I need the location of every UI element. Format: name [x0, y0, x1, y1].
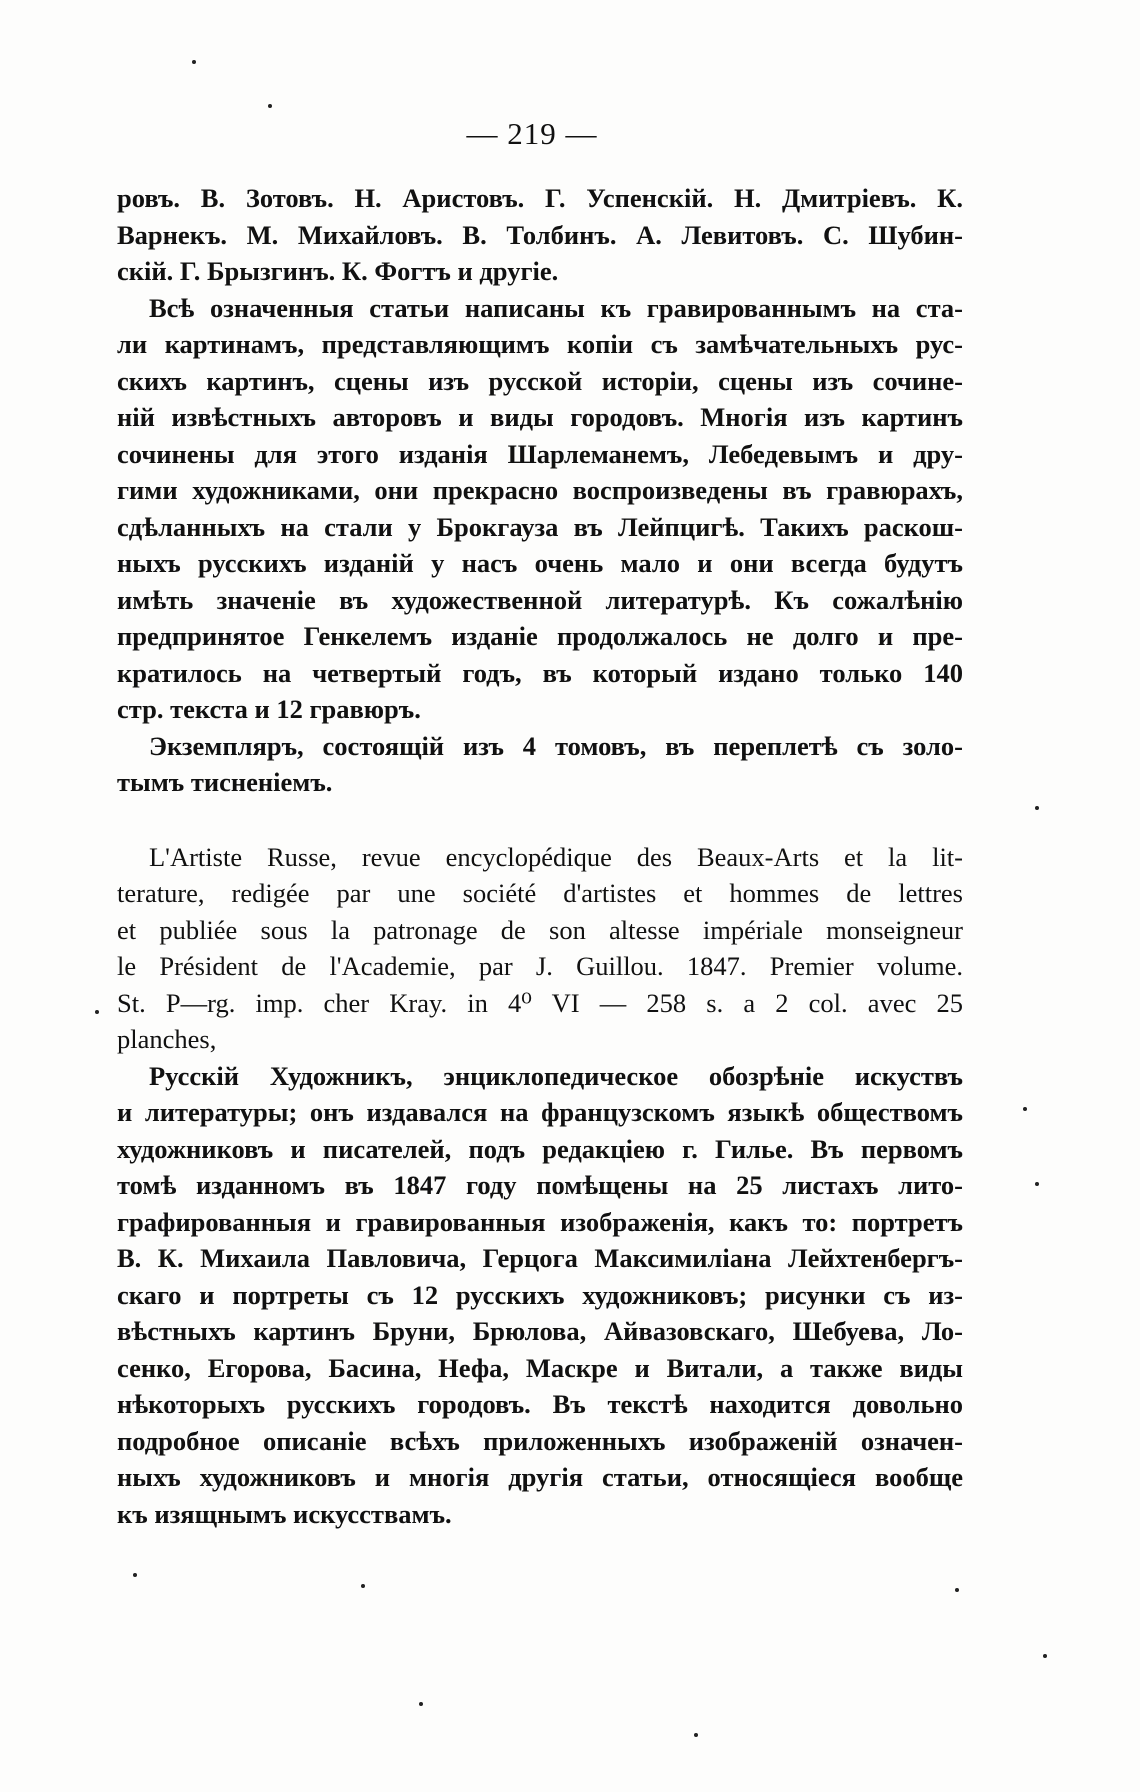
scan-speck	[1035, 806, 1039, 810]
text-line: вѣстныхъ картинъ Бруни, Брюлова, Айвазовскаго, Шебуева, Ло-	[117, 1316, 963, 1346]
text-line: St. P—rg. imp. cher Kray. in 4⁰ VI — 258 s. a 2 col. avec 25	[117, 987, 963, 1018]
text-line: гими художниками, они прекрасно воспроизведены въ гравюрахъ,	[117, 475, 963, 505]
text-line: нѣкоторыхъ русскихъ городовъ. Въ текстѣ находится довольно	[117, 1389, 963, 1419]
scan-speck	[1023, 1107, 1027, 1111]
text-line: сдѣланныхъ на стали у Брокгауза въ Лейпцигѣ. Такихъ раскош-	[117, 511, 963, 542]
text-line: ровъ. В. Зотовъ. Н. Аристовъ. Г. Успенскій. Н. Дмитріевъ. К.	[117, 183, 963, 213]
text-line: planches,	[117, 1024, 217, 1054]
text-line: Варнекъ. М. Михайловъ. В. Толбинъ. А. Левитовъ. С. Шубин-	[117, 219, 963, 250]
section-gap	[117, 801, 963, 839]
text-line: сенко, Егорова, Басина, Нефа, Маскре и Витали, а также виды	[117, 1352, 963, 1383]
text-line: графированныя и гравированныя изображенія, какъ то: портретъ	[117, 1206, 963, 1237]
text-line: ныхъ художниковъ и многія другія статьи, относящіеся вообще	[117, 1462, 963, 1492]
paragraph-russian-description	[117, 1058, 963, 1533]
text-line: le Président de l'Academie, par J. Guillou. 1847. Premier volume.	[117, 951, 963, 981]
paragraph-description	[117, 290, 963, 728]
text-line: сочинены для этого изданія Шарлеманемъ, Лебедевымъ и дру-	[117, 438, 963, 469]
text-line: и литературы; онъ издавался на французскомъ языкѣ обществомъ	[117, 1097, 963, 1127]
paragraph-latin-title	[117, 839, 963, 1058]
text-line: Всѣ означенныя статьи написаны къ гравированнымъ на ста-	[149, 292, 963, 323]
text-line: ли картинамъ, представляющимъ копіи съ замѣчательныхъ рус-	[117, 329, 963, 359]
text-line: Русскій Художникъ, энциклопедическое обозрѣніе искуствъ	[149, 1060, 963, 1091]
scan-speck	[361, 1584, 365, 1588]
scan-speck	[955, 1588, 959, 1592]
scan-speck	[1043, 1654, 1047, 1658]
scan-speck	[268, 104, 272, 108]
text-line: томѣ изданномъ въ 1847 году помѣщены на 25 листахъ лито-	[117, 1170, 963, 1200]
text-line: ныхъ русскихъ изданій у насъ очень мало и они всегда будутъ	[117, 548, 963, 578]
text-line: ній извѣстныхъ авторовъ и виды городовъ. Многія изъ картинъ	[117, 402, 963, 432]
text-line: В. К. Михаила Павловича, Герцога Максимиліана Лейхтенбергъ-	[117, 1243, 963, 1273]
text-line: L'Artiste Russe, revue encyclopédique des Beaux-Arts et la lit-	[149, 841, 963, 872]
text-line: стр. текста и 12 гравюръ.	[117, 694, 421, 724]
text-line: Экземпляръ, состоящій изъ 4 томовъ, въ переплетѣ съ золо-	[149, 730, 963, 761]
text-line: скаго и портреты съ 12 русскихъ художниковъ; рисунки съ из-	[117, 1279, 963, 1310]
text-line: скихъ картинъ, сцены изъ русской исторіи, сцены изъ сочине-	[117, 365, 963, 396]
text-line: художниковъ и писателей, подъ редакціею г. Гилье. Въ первомъ	[117, 1133, 963, 1164]
scan-speck	[694, 1733, 698, 1737]
text-line: скій. Г. Брызгинъ. К. Фогтъ и другіе.	[117, 256, 559, 286]
text-column	[117, 180, 963, 1532]
text-line: кратилось на четвертый годъ, въ который издано только 140	[117, 657, 963, 688]
text-line: et publiée sous la patronage de son altesse impériale monseigneur	[117, 914, 963, 945]
paragraph-continuation	[117, 180, 963, 290]
page-number: — 219 —	[466, 116, 598, 151]
text-line: предпринятое Генкелемъ изданіе продолжалось не долго и пре-	[117, 621, 963, 651]
text-line: подробное описаніе всѣхъ приложенныхъ изображеній означен-	[117, 1425, 963, 1456]
scan-speck	[419, 1702, 423, 1706]
text-line: тымъ тисненіемъ.	[117, 767, 333, 797]
scan-speck	[95, 1010, 99, 1014]
scan-speck	[1035, 1182, 1039, 1186]
text-line: terature, redigée par une société d'artistes et hommes de lettres	[117, 878, 963, 908]
scan-speck	[192, 60, 196, 64]
text-line: къ изящнымъ искусствамъ.	[117, 1498, 452, 1529]
scan-speck	[133, 1573, 137, 1577]
paragraph-copy-note	[117, 728, 963, 801]
text-line: имѣть значеніе въ художественной литературѣ. Къ сожалѣнію	[117, 584, 963, 615]
